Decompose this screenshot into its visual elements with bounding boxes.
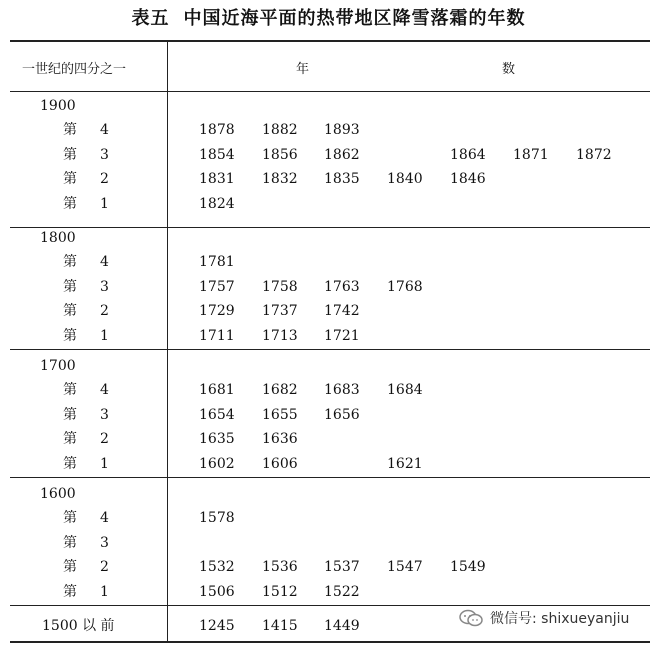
quarter-number: 4: [100, 122, 109, 138]
century-label: 1900: [40, 98, 76, 114]
year-cell: 1893: [324, 122, 360, 138]
year-cell: 1882: [262, 122, 298, 138]
before-label: 1500 以 前: [42, 618, 115, 634]
year-cell: 1415: [262, 618, 298, 634]
quarter-label: 第: [63, 146, 77, 163]
year-cell: 1846: [450, 171, 486, 187]
year-cell: 1768: [387, 278, 423, 295]
quarter-label: 第: [63, 382, 77, 398]
year-cell: 1684: [387, 382, 423, 398]
year-cell: 1606: [262, 455, 298, 472]
year-cell: 1856: [262, 146, 298, 163]
year-cell: 1449: [324, 618, 360, 634]
year-cell: 1872: [576, 146, 612, 163]
quarter-number: 3: [100, 146, 109, 163]
year-cell: 1522: [324, 583, 360, 600]
year-cell: 1682: [262, 382, 298, 398]
table-caption: 中国近海平面的热带地区降雪落霜的年数: [183, 8, 526, 29]
year-cell: 1656: [324, 406, 360, 423]
year-cell: 1721: [324, 327, 360, 344]
year-cell: 1506: [199, 583, 235, 600]
year-cell: 1547: [387, 559, 423, 575]
quarter-label: 第: [63, 431, 77, 447]
year-cell: 1742: [324, 303, 360, 319]
header-period: 一世纪的四分之一: [22, 62, 127, 77]
century-label: 1600: [40, 486, 76, 502]
year-cell: 1621: [387, 455, 423, 472]
year-cell: 1835: [324, 171, 360, 187]
watermark-text: 微信号: shixueyanjiu: [490, 611, 630, 627]
year-cell: 1532: [199, 559, 235, 575]
quarter-number: 2: [100, 303, 109, 319]
year-cell: 1636: [262, 431, 298, 447]
table-title: [0, 4, 657, 30]
year-cell: 1512: [262, 583, 298, 600]
year-cell: 1831: [199, 171, 235, 187]
quarter-number: 2: [100, 559, 109, 575]
header-year-right: 数: [502, 62, 516, 77]
quarter-number: 1: [100, 327, 109, 344]
quarter-label: 第: [63, 278, 77, 295]
quarter-number: 4: [100, 254, 109, 270]
section-divider-1800: [10, 227, 650, 228]
quarter-number: 1: [100, 195, 109, 212]
year-cell: 1757: [199, 278, 235, 295]
section-divider-1700: [10, 349, 650, 350]
year-cell: 1537: [324, 559, 360, 575]
year-cell: 1840: [387, 171, 423, 187]
quarter-label: 第: [63, 559, 77, 575]
century-label: 1700: [40, 358, 76, 374]
quarter-label: 第: [63, 510, 77, 526]
year-cell: 1578: [199, 510, 235, 526]
year-cell: 1683: [324, 382, 360, 398]
year-cell: 1536: [262, 559, 298, 575]
year-cell: 1654: [199, 406, 235, 423]
quarter-label: 第: [63, 406, 77, 423]
year-cell: 1864: [450, 146, 486, 163]
column-divider: [167, 41, 168, 641]
year-cell: 1729: [199, 303, 235, 319]
quarter-number: 2: [100, 431, 109, 447]
year-cell: 1737: [262, 303, 298, 319]
quarter-label: 第: [63, 195, 77, 212]
section-divider-before: [10, 605, 650, 606]
quarter-label: 第: [63, 171, 77, 187]
year-cell: 1878: [199, 122, 235, 138]
year-cell: 1602: [199, 455, 235, 472]
quarter-number: 3: [100, 406, 109, 423]
header-rule: [10, 91, 650, 92]
year-cell: 1549: [450, 559, 486, 575]
quarter-label: 第: [63, 303, 77, 319]
year-cell: 1832: [262, 171, 298, 187]
quarter-label: 第: [63, 534, 77, 551]
year-cell: 1862: [324, 146, 360, 163]
quarter-label: 第: [63, 122, 77, 138]
quarter-number: 2: [100, 171, 109, 187]
century-label: 1800: [40, 230, 76, 246]
header-year-left: 年: [296, 62, 310, 77]
year-cell: 1681: [199, 382, 235, 398]
year-cell: 1854: [199, 146, 235, 163]
quarter-label: 第: [63, 254, 77, 270]
quarter-number: 3: [100, 534, 109, 551]
year-cell: 1655: [262, 406, 298, 423]
year-cell: 1781: [199, 254, 235, 270]
year-cell: 1824: [199, 195, 235, 212]
year-cell: 1245: [199, 618, 235, 634]
top-rule: [10, 40, 650, 42]
quarter-label: 第: [63, 583, 77, 600]
year-cell: 1713: [262, 327, 298, 344]
table-number: 表五: [131, 8, 170, 29]
quarter-number: 1: [100, 455, 109, 472]
wechat-icon: [458, 608, 484, 628]
wechat-watermark: [458, 608, 629, 628]
quarter-number: 4: [100, 510, 109, 526]
year-cell: 1871: [513, 146, 549, 163]
year-cell: 1711: [199, 327, 235, 344]
quarter-label: 第: [63, 327, 77, 344]
quarter-label: 第: [63, 455, 77, 472]
bottom-rule: [10, 641, 650, 643]
section-divider-1600: [10, 477, 650, 478]
quarter-number: 1: [100, 583, 109, 600]
quarter-number: 3: [100, 278, 109, 295]
year-cell: 1635: [199, 431, 235, 447]
quarter-number: 4: [100, 382, 109, 398]
year-cell: 1763: [324, 278, 360, 295]
year-cell: 1758: [262, 278, 298, 295]
